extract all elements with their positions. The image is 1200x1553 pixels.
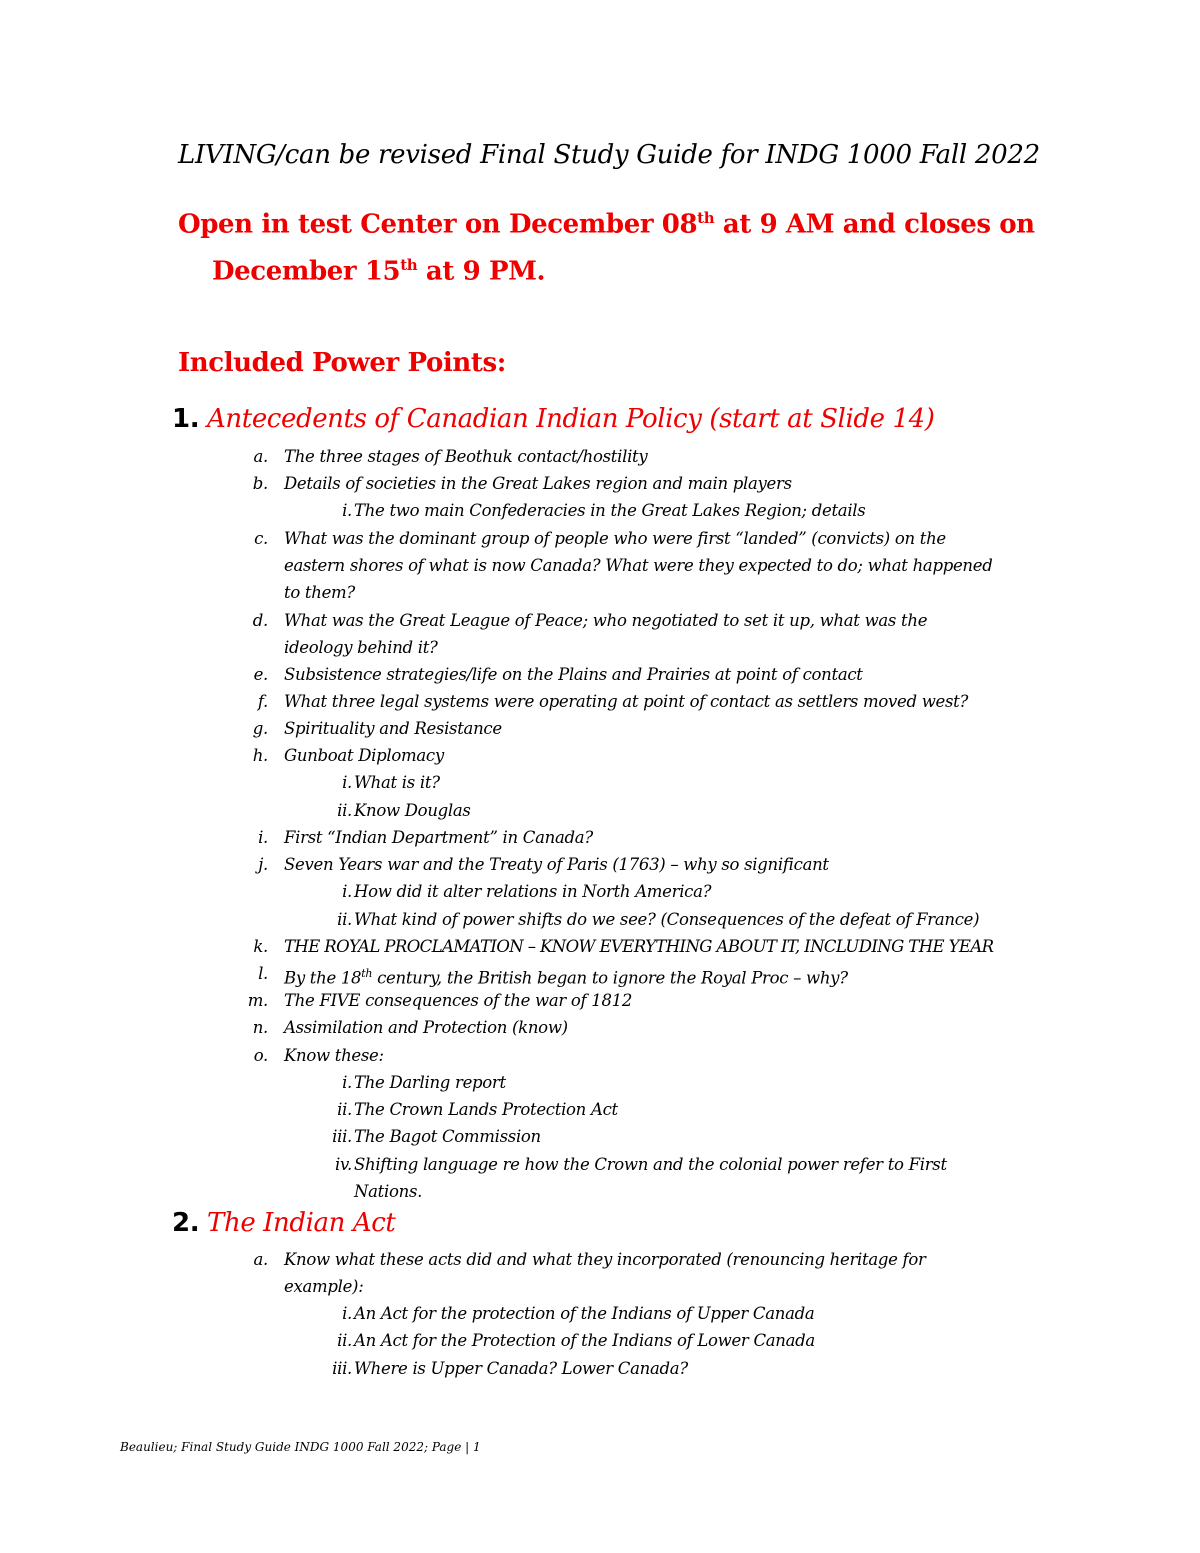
item-text: ideology behind it? — [284, 638, 438, 657]
item-text: Subsistence strategies/life on the Plains and Prairies at point of contact — [284, 665, 863, 684]
item-label: iii. — [332, 1127, 352, 1146]
item-label: ii. — [337, 801, 352, 820]
item-label: iv. — [335, 1155, 352, 1174]
item-text: THE ROYAL PROCLAMATION – KNOW EVERYTHING ABOUT IT, INCLUDING THE YEAR — [284, 937, 994, 956]
item-sup: th — [361, 967, 373, 980]
item-text: What kind of power shifts do we see? (Consequences of the defeat of France) — [354, 910, 980, 929]
document-title: LIVING/can be revised Final Study Guide for INDG 1000 Fall 2022 — [178, 140, 1040, 170]
item-text: What was the Great League of Peace; who negotiated to set it up, what was the — [284, 611, 928, 630]
notice-line1-text: Open in test Center on December 08 — [178, 209, 698, 240]
notice-line2-text: December 15 — [212, 256, 401, 287]
item-label: ii. — [337, 1100, 352, 1119]
item-label: k. — [253, 937, 268, 956]
item-label: i. — [258, 828, 268, 847]
item-label: i. — [342, 1304, 352, 1323]
notice-line2 — [178, 245, 1078, 292]
item-text: Shifting language re how the Crown and the colonial power refer to First — [354, 1155, 947, 1174]
item-text: Assimilation and Protection (know) — [284, 1018, 568, 1037]
item-label: m. — [247, 991, 268, 1010]
item-text: What is it? — [354, 773, 440, 792]
item-text: By the 18 — [284, 968, 362, 988]
item-label: l. — [258, 964, 268, 983]
page-footer: Beaulieu; Final Study Guide INDG 1000 Fall 2022; Page | 1 — [120, 1440, 481, 1454]
item-label: ii. — [337, 910, 352, 929]
item-text: Know Douglas — [354, 801, 471, 820]
item-text: Details of societies in the Great Lakes region and main players — [284, 474, 792, 493]
item-label: i. — [342, 773, 352, 792]
item-text: An Act for the protection of the Indians of Upper Canada — [354, 1304, 815, 1323]
item-label: e. — [253, 665, 268, 684]
item-text: eastern shores of what is now Canada? What were they expected to do; what happened — [284, 556, 993, 575]
item-text: What was the dominant group of people who were first “landed” (convicts) on the — [284, 529, 946, 548]
item-label: o. — [253, 1046, 268, 1065]
item-text: Seven Years war and the Treaty of Paris (1763) – why so significant — [284, 855, 829, 874]
item-label: h. — [252, 746, 268, 765]
item-label: i. — [342, 882, 352, 901]
notice-line1-sup: th — [697, 209, 715, 227]
item-label: ii. — [337, 1331, 352, 1350]
item-text-b: century, the British began to ignore the Royal Proc – why? — [372, 968, 848, 988]
item-text: The FIVE consequences of the war of 1812 — [284, 991, 633, 1010]
item-label: j. — [258, 855, 268, 874]
exam-window-notice — [178, 198, 1078, 291]
item-label: a. — [253, 1250, 268, 1269]
item-text: The Bagot Commission — [354, 1127, 541, 1146]
item-text: What three legal systems were operating at point of contact as settlers moved west? — [284, 692, 969, 711]
item-text: Know these: — [284, 1046, 384, 1065]
item-label: iii. — [332, 1359, 352, 1378]
item-label: a. — [253, 447, 268, 466]
item-text: The two main Confederacies in the Great Lakes Region; details — [354, 501, 866, 520]
item-label: b. — [252, 474, 268, 493]
item-label: f. — [257, 692, 268, 711]
section-title-text: The Indian Act — [207, 1208, 396, 1238]
item-label: i. — [342, 501, 352, 520]
item-label: i. — [342, 1073, 352, 1092]
item-text: How did it alter relations in North America? — [354, 882, 712, 901]
item-text: to them? — [284, 583, 355, 602]
item-text: Nations. — [354, 1182, 423, 1201]
item-text: The Crown Lands Protection Act — [354, 1100, 618, 1119]
item-label: d. — [252, 611, 268, 630]
section-2-title — [172, 1208, 395, 1238]
item-text: Gunboat Diplomacy — [284, 746, 444, 765]
item-text: example): — [284, 1277, 364, 1296]
notice-line1-text-b: at 9 AM and closes on — [714, 209, 1035, 240]
item-text: First “Indian Department” in Canada? — [284, 828, 593, 847]
item-label: g. — [252, 719, 268, 738]
section-number: 2. — [172, 1208, 200, 1238]
item-text: Know what these acts did and what they incorporated (renouncing heritage for — [284, 1250, 926, 1269]
included-power-points-heading: Included Power Points: — [178, 348, 506, 378]
item-text: An Act for the Protection of the Indians of Lower Canada — [354, 1331, 815, 1350]
item-text: Spirituality and Resistance — [284, 719, 502, 738]
notice-line2-sup: th — [400, 255, 418, 274]
item-text: Where is Upper Canada? Lower Canada? — [354, 1359, 688, 1378]
item-label: n. — [252, 1018, 268, 1037]
item-text: The three stages of Beothuk contact/hostility — [284, 447, 648, 466]
section-1-title — [172, 404, 935, 434]
section-title-text: Antecedents of Canadian Indian Policy (start at Slide 14) — [207, 404, 935, 434]
notice-line2-text-b: at 9 PM. — [417, 256, 546, 287]
item-text: The Darling report — [354, 1073, 506, 1092]
section-number: 1. — [172, 404, 200, 434]
item-label: c. — [254, 529, 268, 548]
